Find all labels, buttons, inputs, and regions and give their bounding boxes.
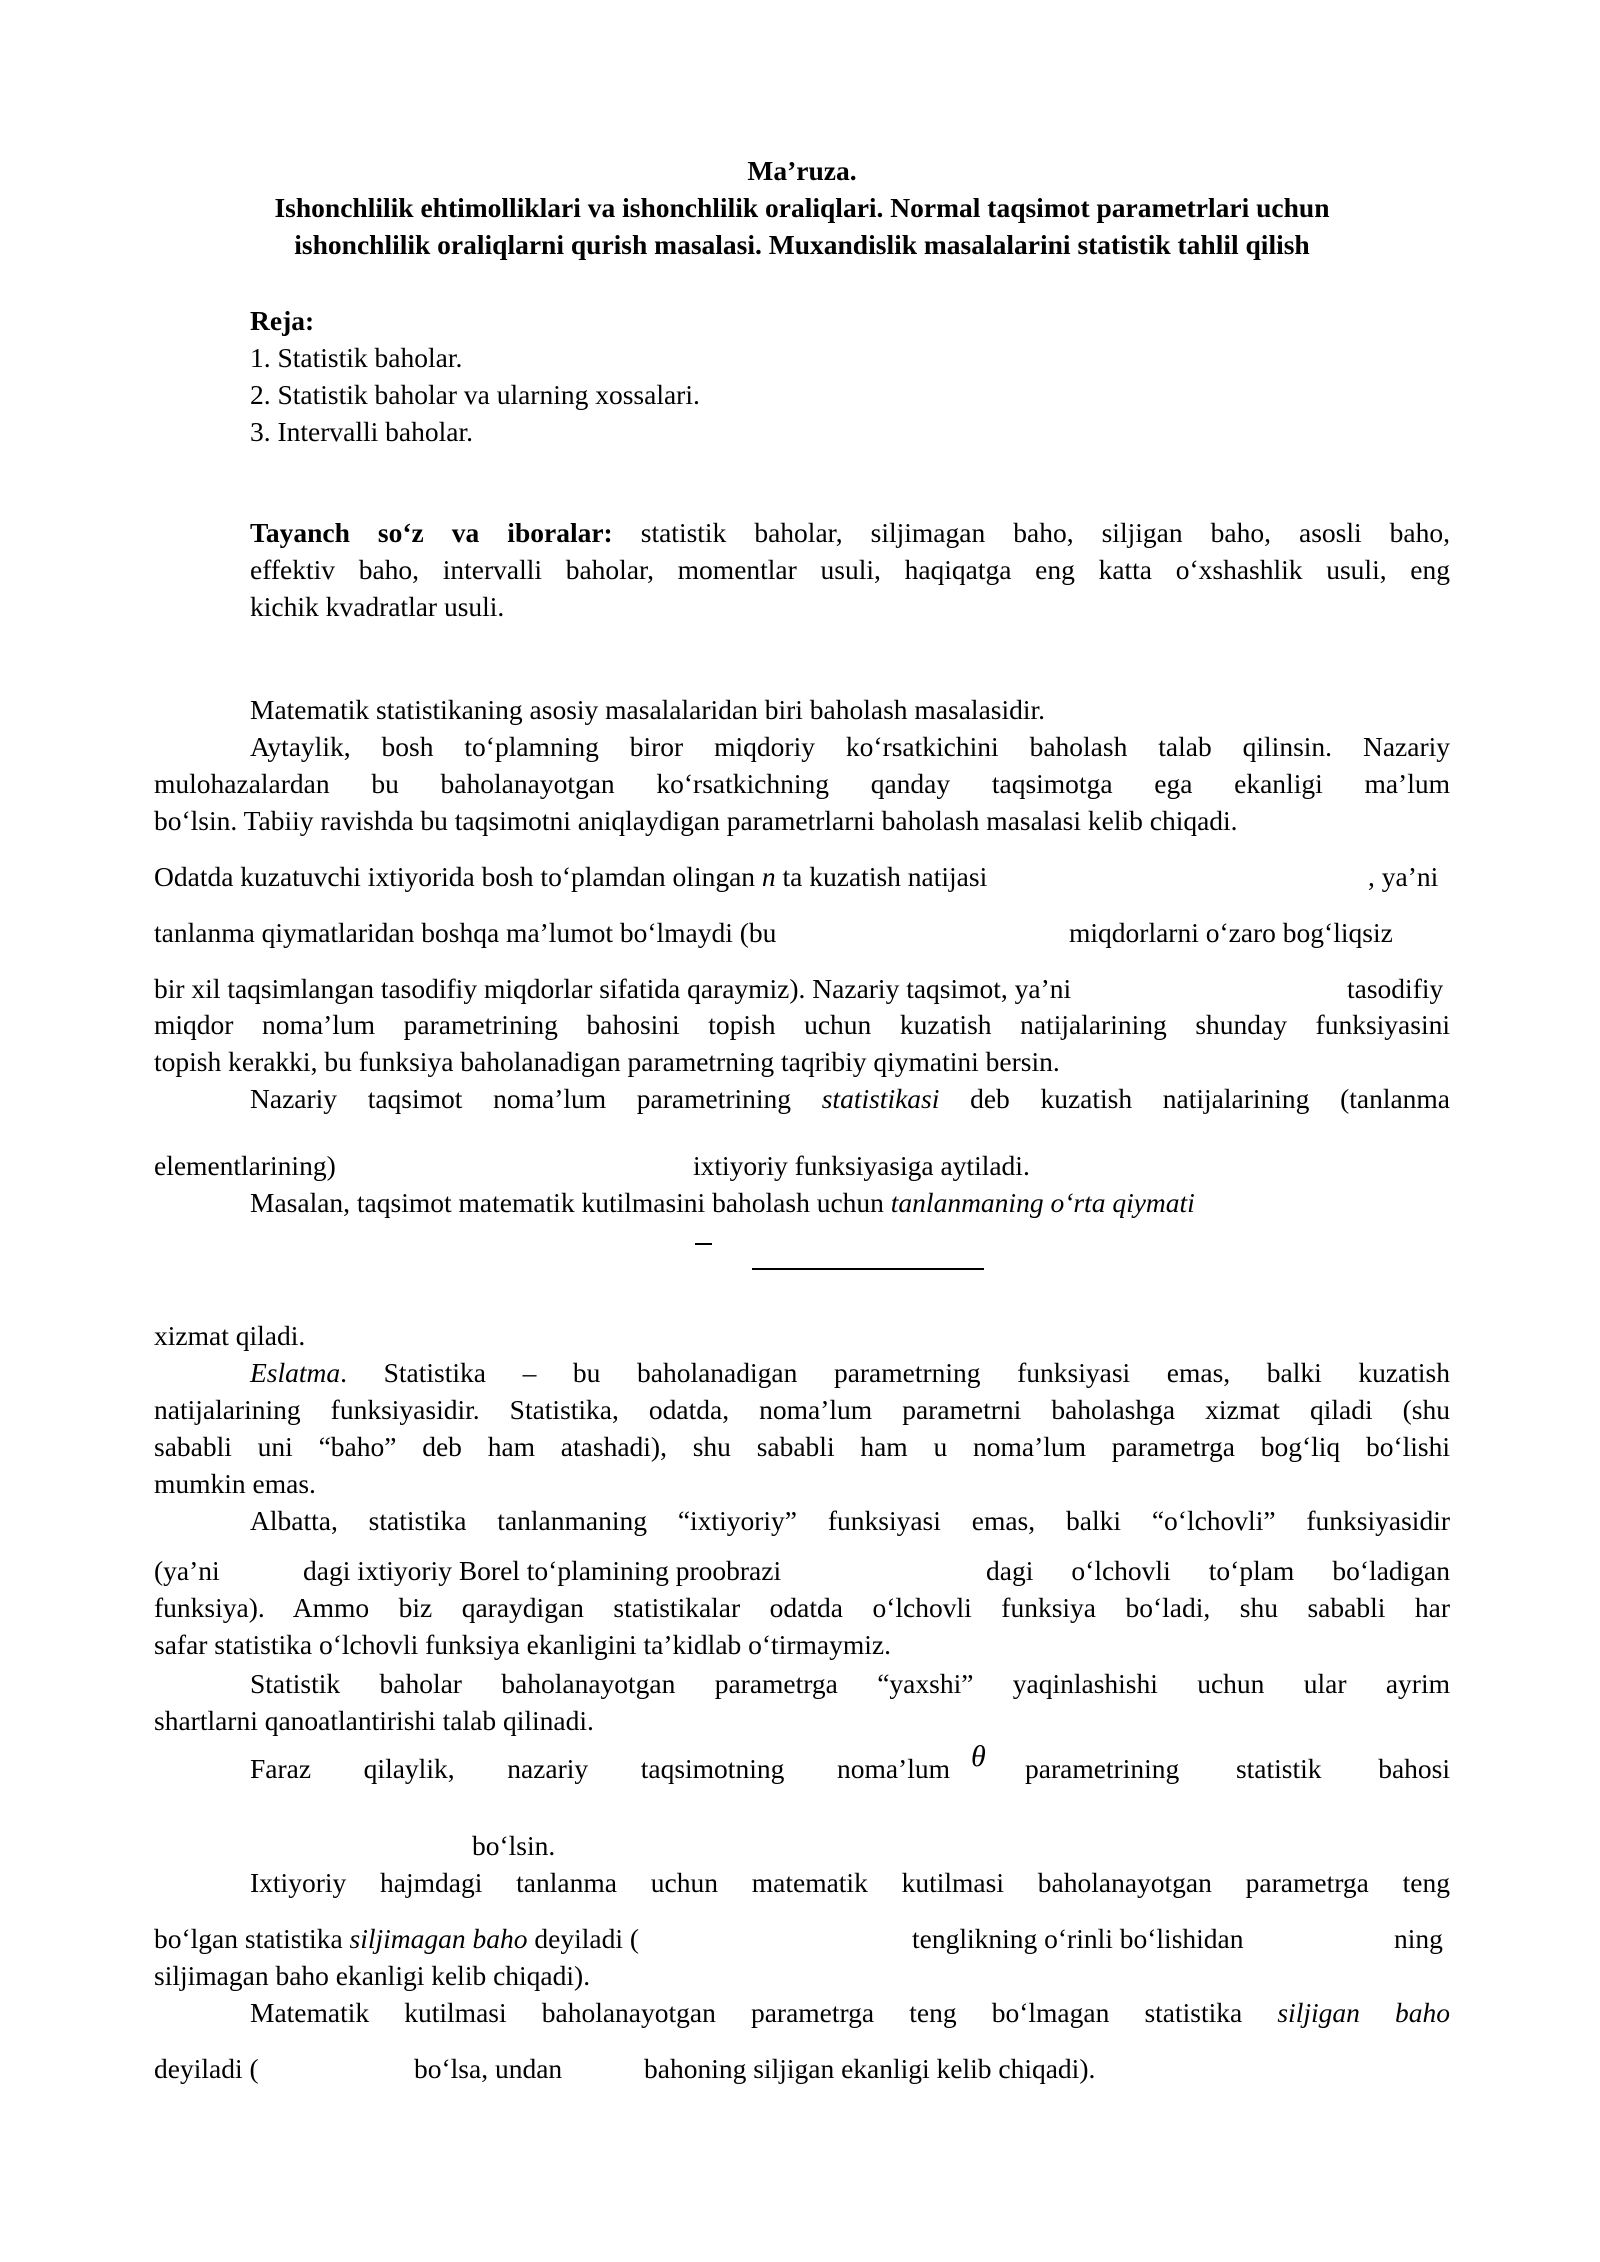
lecture-label: Ma’ruza. xyxy=(747,155,857,186)
paragraph-9-line-1a: Faraz qilaylik, nazariy taqsimotning noma’lum xyxy=(250,1753,950,1784)
paragraph-3-line-1b: , ya’ni xyxy=(1368,861,1439,892)
plan-item-2: 2. Statistik baholar va ularning xossalari. xyxy=(250,379,700,410)
p10-text-1: bo‘lgan statistika xyxy=(154,1923,343,1954)
mean-bar-symbol xyxy=(695,1243,712,1245)
keywords-label: Tayanch so‘z va iboralar: xyxy=(250,517,613,548)
p4-italic-term: statistikasi xyxy=(821,1083,940,1114)
paragraph-11-line-2c: bahoning siljigan ekanligi kelib chiqadi). xyxy=(644,2053,1096,2084)
note-label: Eslatma xyxy=(250,1357,341,1388)
paragraph-11-line-1 xyxy=(250,1995,1450,2031)
paragraph-7-line-3: funksiya). Ammo biz qaraydigan statistikalar odatda o‘lchovli funksiya bo‘ladi, shu sababli har xyxy=(154,1592,1450,1623)
plan-heading: Reja: xyxy=(250,305,315,336)
paragraph-10-line-2b: tenglikning o‘rinli bo‘lishidan xyxy=(912,1923,1244,1954)
mean-formula-fraction-line xyxy=(752,1268,984,1270)
paragraph-1: Matematik statistikaning asosiy masalalaridan biri baholash masalasidir. xyxy=(250,694,1046,725)
note-text-1: . Statistika – bu baholanadigan parametrning funksiyasi emas, balki kuzatish xyxy=(340,1357,1450,1388)
p4-text-2: deb kuzatish natijalarining (tanlanma xyxy=(970,1083,1451,1114)
p4-text-1: Nazariy taqsimot noma’lum parametrining xyxy=(250,1083,792,1114)
paragraph-3-line-1a xyxy=(154,859,987,895)
title-line-2: ishonchlilik oraliqlarni qurish masalasi. Muxandislik masalalarini statistik tahlil qilish xyxy=(294,229,1310,260)
paragraph-10-line-2c: ning xyxy=(1394,1923,1443,1954)
paragraph-7-line-2c: dagi o‘lchovli to‘plam bo‘ladigan xyxy=(986,1555,1450,1586)
paragraph-7-line-2a: (ya’ni xyxy=(154,1555,220,1586)
paragraph-2-line-1: Aytaylik, bosh to‘plamning biror miqdoriy ko‘rsatkichini baholash talab qilinsin. Nazariy xyxy=(250,731,1450,762)
plan-item-3: 3. Intervalli baholar. xyxy=(250,416,473,447)
p11-italic-term: siljigan baho xyxy=(1277,1997,1450,2028)
p5-italic-term: tanlanmaning o‘rta qiymati xyxy=(890,1187,1195,1218)
paragraph-5-line-2: xizmat qiladi. xyxy=(154,1320,306,1351)
paragraph-3-line-2a: tanlanma qiymatlaridan boshqa ma’lumot bo‘lmaydi (bu xyxy=(154,917,777,948)
p10-italic-term: siljimagan baho xyxy=(349,1923,528,1954)
paragraph-4-line-2a: elementlarining) xyxy=(154,1150,336,1181)
keywords-line-3: kichik kvadratlar usuli. xyxy=(250,591,505,622)
title-line-1: Ishonchlilik ehtimolliklari va ishonchlilik oraliqlari. Normal taqsimot parametrlari uchun xyxy=(274,192,1330,223)
paragraph-2-line-2: mulohazalardan bu baholanayotgan ko‘rsatkichning qanday taqsimotga ega ekanligi ma’lum xyxy=(154,768,1450,799)
paragraph-3-line-3a: bir xil taqsimlangan tasodifiy miqdorlar sifatida qaraymiz). Nazariy taqsimot, ya’ni xyxy=(154,973,1072,1004)
paragraph-7-line-4: safar statistika o‘lchovli funksiya ekanligini ta’kidlab o‘tirmaymiz. xyxy=(154,1629,891,1660)
note-line-4: mumkin emas. xyxy=(154,1468,316,1499)
paragraph-11-line-2b: bo‘lsa, undan xyxy=(414,2053,563,2084)
p3-text-2: ta kuzatish natijasi xyxy=(782,861,988,892)
paragraph-8-line-2: shartlarni qanoatlantirishi talab qilinadi. xyxy=(154,1705,594,1736)
keywords-text-1: statistik baholar, siljimagan baho, siljigan baho, asosli baho, xyxy=(640,517,1451,548)
keywords-line-2: effektiv baho, intervalli baholar, momentlar usuli, haqiqatga eng katta o‘xshashlik usuli, eng xyxy=(250,554,1450,585)
paragraph-7-line-2b: dagi ixtiyoriy Borel to‘plamining proobrazi xyxy=(303,1555,782,1586)
p5-text: Masalan, taqsimot matematik kutilmasini baholash uchun xyxy=(250,1187,884,1218)
paragraph-10-line-2a xyxy=(154,1921,639,1957)
p10-text-2: deyiladi ( xyxy=(534,1923,640,1954)
paragraph-9-line-1b: parametrining statistik bahosi xyxy=(1025,1753,1450,1784)
paragraph-3-line-4: miqdor noma’lum parametrining bahosini topish uchun kuzatish natijalarining shunday funksiyasini xyxy=(154,1009,1450,1040)
paragraph-3-line-2b: miqdorlarni o‘zaro bog‘liqsiz xyxy=(1069,917,1393,948)
n-symbol: n xyxy=(761,861,776,892)
paragraph-10-line-3: siljimagan baho ekanligi kelib chiqadi). xyxy=(154,1960,591,1991)
theta-symbol: θ xyxy=(971,1740,986,1773)
paragraph-5-line-1 xyxy=(250,1185,1450,1221)
paragraph-7-line-1: Albatta, statistika tanlanmaning “ixtiyoriy” funksiyasi emas, balki “o‘lchovli” funksiyasidir xyxy=(250,1505,1450,1536)
note-line-3: sababli uni “baho” deb ham atashadi), shu sababli ham u noma’lum parametrga bog‘liq bo‘lishi xyxy=(154,1431,1450,1462)
p3-text-1: Odatda kuzatuvchi ixtiyorida bosh to‘plamdan olingan xyxy=(154,861,756,892)
paragraph-2-line-3: bo‘lsin. Tabiiy ravishda bu taqsimotni aniqlaydigan parametrlarni baholash masalasi kelib chiqadi. xyxy=(154,805,1238,836)
paragraph-10-line-1: Ixtiyoriy hajmdagi tanlanma uchun matematik kutilmasi baholanayotgan parametrga teng xyxy=(250,1867,1450,1898)
paragraph-11-line-2a: deyiladi ( xyxy=(154,2053,259,2084)
plan-item-1: 1. Statistik baholar. xyxy=(250,342,463,373)
p11-text-1: Matematik kutilmasi baholanayotgan parametrga teng bo‘lmagan statistika xyxy=(250,1997,1243,2028)
paragraph-3-line-5: topish kerakki, bu funksiya baholanadigan parametrning taqribiy qiymatini bersin. xyxy=(154,1046,1060,1077)
paragraph-8-line-1: Statistik baholar baholanayotgan parametrga “yaxshi” yaqinlashishi uchun ular ayrim xyxy=(250,1668,1450,1699)
keywords-line-1 xyxy=(250,515,1450,551)
paragraph-4-line-1 xyxy=(250,1081,1450,1117)
note-line-1 xyxy=(250,1355,1450,1391)
paragraph-9-line-2: bo‘lsin. xyxy=(472,1830,556,1861)
paragraph-3-line-3b: tasodifiy xyxy=(1347,973,1444,1004)
paragraph-4-line-2b: ixtiyoriy funksiyasiga aytiladi. xyxy=(693,1150,1030,1181)
note-line-2: natijalarining funksiyasidir. Statistika, odatda, noma’lum parametrni baholashga xizmat qiladi (shu xyxy=(154,1394,1450,1425)
